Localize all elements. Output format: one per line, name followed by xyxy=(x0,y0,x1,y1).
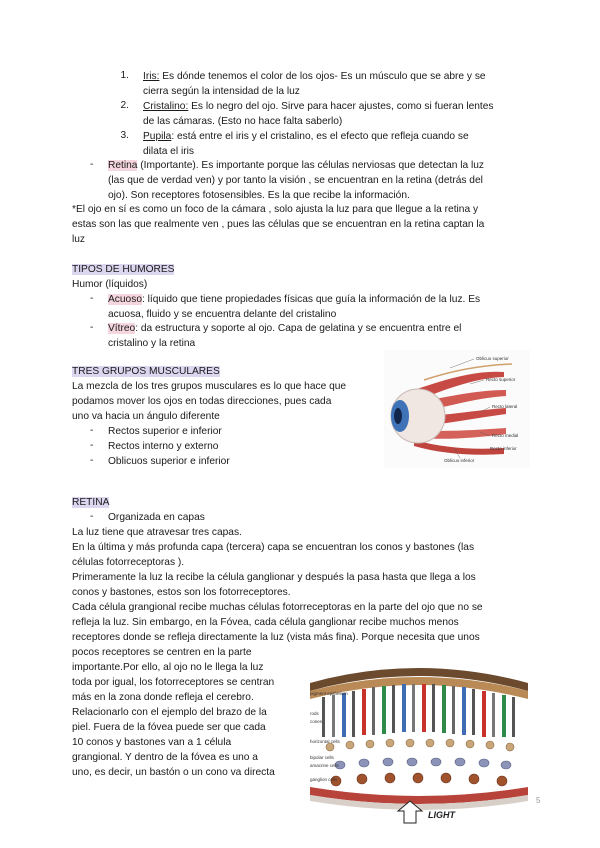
retina-line: Cada célula grangional recibe muchas células fotorreceptoras en la parte del ojo que no se xyxy=(72,602,483,613)
retina-line: más en la zona donde refleja el cerebro. xyxy=(72,692,254,703)
humor-vitreo-cont: cristalino y la retina xyxy=(108,338,196,349)
retina-line: Relacionarlo con el ejemplo del brazo de la xyxy=(72,707,267,718)
bullet-dash: - xyxy=(90,293,94,304)
humor-vitreo: Vítreo: da estructura y soporte al ojo. Capa de gelatina y se encuentra entre el xyxy=(108,323,462,334)
retina-line: refleja la luz. Sin embargo, en la Fóvea, cada célula ganglionar recibe muchos menos xyxy=(72,617,459,628)
musculares-line-1: La mezcla de los tres grupos musculares es lo que hace que xyxy=(72,381,347,392)
list-number: 2. xyxy=(120,100,129,111)
muscle-item: Rectos interno y externo xyxy=(108,441,219,452)
retina-line: piel. Fuera de la fóvea puede ser que cada xyxy=(72,722,266,733)
bullet-dash: - xyxy=(90,455,94,466)
retina-fig-label: rods xyxy=(310,711,319,716)
fig-label: Recto superior xyxy=(486,377,516,382)
list-number: 1. xyxy=(120,70,129,81)
bullet-dash: - xyxy=(90,322,94,333)
term-pupila: Pupila xyxy=(143,131,172,142)
retina-line: grangional. Y dentro de la fóvea es uno a xyxy=(72,752,258,763)
heading-retina: RETINA xyxy=(72,497,110,508)
retina-line: 10 conos y bastones van a 1 célula xyxy=(72,737,232,748)
fig-label: Recto lateral xyxy=(492,404,518,409)
list-item-pupila: Pupila: está entre el iris y el cristalino, es el efecto que refleja cuando se xyxy=(143,131,469,142)
bullet-dash: - xyxy=(90,159,94,170)
eye-muscles-figure xyxy=(384,350,530,468)
retina-layers-figure xyxy=(300,655,536,825)
retina-line: Primeramente la luz la recibe la célula ganglionar y después la pasa hasta que llega a los xyxy=(72,572,476,583)
musculares-line-2: podamos mover los ojos en todas direcciones, pues cada xyxy=(72,396,332,407)
term-retina: Retina xyxy=(108,160,138,171)
retina-line: conos y bastones, estos son los fotorreceptores. xyxy=(72,587,291,598)
humor-acuoso-cont: acuosa, fluido y se encuentra delante del cristalino xyxy=(108,309,337,320)
note-line-3: luz xyxy=(72,234,86,245)
bullet-dash: - xyxy=(90,425,94,436)
retina-line: La luz tiene que atravesar tres capas. xyxy=(72,527,242,538)
term-vitreo: Vítreo xyxy=(108,323,136,334)
retina-fig-label: bipolar cells xyxy=(310,755,334,760)
list-item-cont: dilata el iris xyxy=(143,146,194,157)
list-item-iris: Iris: Es dónde tenemos el color de los ojos- Es un músculo que se abre y se xyxy=(143,71,486,82)
fig-label: Oblicuo inferior xyxy=(444,458,475,463)
list-item-cont: cierra según la intensidad de la luz xyxy=(143,86,300,97)
heading-humores: TIPOS DE HUMORES xyxy=(72,264,175,275)
bullet-dash: - xyxy=(90,511,94,522)
humores-sub: Humor (líquidos) xyxy=(72,279,148,290)
retina-line-2: (las que de verdad ven) y por tanto la visión , se encuentran en la retina (detrás del xyxy=(108,175,483,186)
term-acuoso: Acuoso xyxy=(108,294,142,305)
fig-label: Recto medial xyxy=(492,433,519,438)
heading-musculares: TRES GRUPOS MUSCULARES xyxy=(72,366,220,377)
note-line-1: *El ojo en sí es como un foco de la cámara , solo ajusta la luz para que llegue a la retina y xyxy=(72,204,479,215)
retina-line: uno, es decir, un bastón o un cono va directa xyxy=(72,767,275,778)
term-cristalino: Cristalino: xyxy=(143,101,189,112)
retina-fig-label: amacrine cells xyxy=(310,763,339,768)
page-number: 5 xyxy=(536,796,541,805)
retina-fig-label: ganglion cells xyxy=(310,777,338,782)
retina-fig-label: cones xyxy=(310,719,323,724)
bullet-dash: - xyxy=(90,440,94,451)
term-iris: Iris: xyxy=(143,71,160,82)
retina-line: células fotorreceptoras ). xyxy=(72,557,185,568)
muscle-item: Oblicuos superior e inferior xyxy=(108,456,230,467)
list-number: 3. xyxy=(120,130,129,141)
retina-line: toda por igual, los fotorreceptores se centran xyxy=(72,677,275,688)
retina-fig-label: pigment epithelium xyxy=(310,691,348,696)
retina-line-1: Retina (Importante). Es importante porque las células nerviosas que detectan la luz xyxy=(108,160,485,171)
fig-label: Recto inferior xyxy=(490,446,517,451)
retina-line-3: ojo). Son receptores fotosensibles. Es la que recibe la información. xyxy=(108,190,410,201)
retina-line: En la última y más profunda capa (tercera) capa se encuentran los conos y bastones (las xyxy=(72,542,475,553)
light-label: LIGHT xyxy=(428,810,455,820)
retina-line: importante.Por ello, al ojo no le llega la luz xyxy=(72,662,264,673)
retina-fig-label: horizontal cells xyxy=(310,739,340,744)
note-line-2: estas son las que realmente ven , pues las células que se encuentran en la retina captan la xyxy=(72,219,485,230)
list-item-cont: de las cámaras. (Esto no hace falta saberlo) xyxy=(143,116,343,127)
musculares-line-3: uno va hacia un ángulo diferente xyxy=(72,411,220,422)
muscle-item: Rectos superior e inferior xyxy=(108,426,222,437)
retina-line: receptores donde se refleja directamente la luz (vista más fina). Porque necesita que unos xyxy=(72,632,480,643)
retina-bullet-capas: Organizada en capas xyxy=(108,512,205,523)
fig-label: Oblicuo superior xyxy=(476,356,509,361)
humor-acuoso: Acuoso: líquido que tiene propiedades físicas que guía la información de la luz. Es xyxy=(108,294,481,305)
list-item-cristalino: Cristalino: Es lo negro del ojo. Sirve para hacer ajustes, como si fueran lentes xyxy=(143,101,494,112)
retina-line: pocos receptores se centren en la parte xyxy=(72,647,252,658)
